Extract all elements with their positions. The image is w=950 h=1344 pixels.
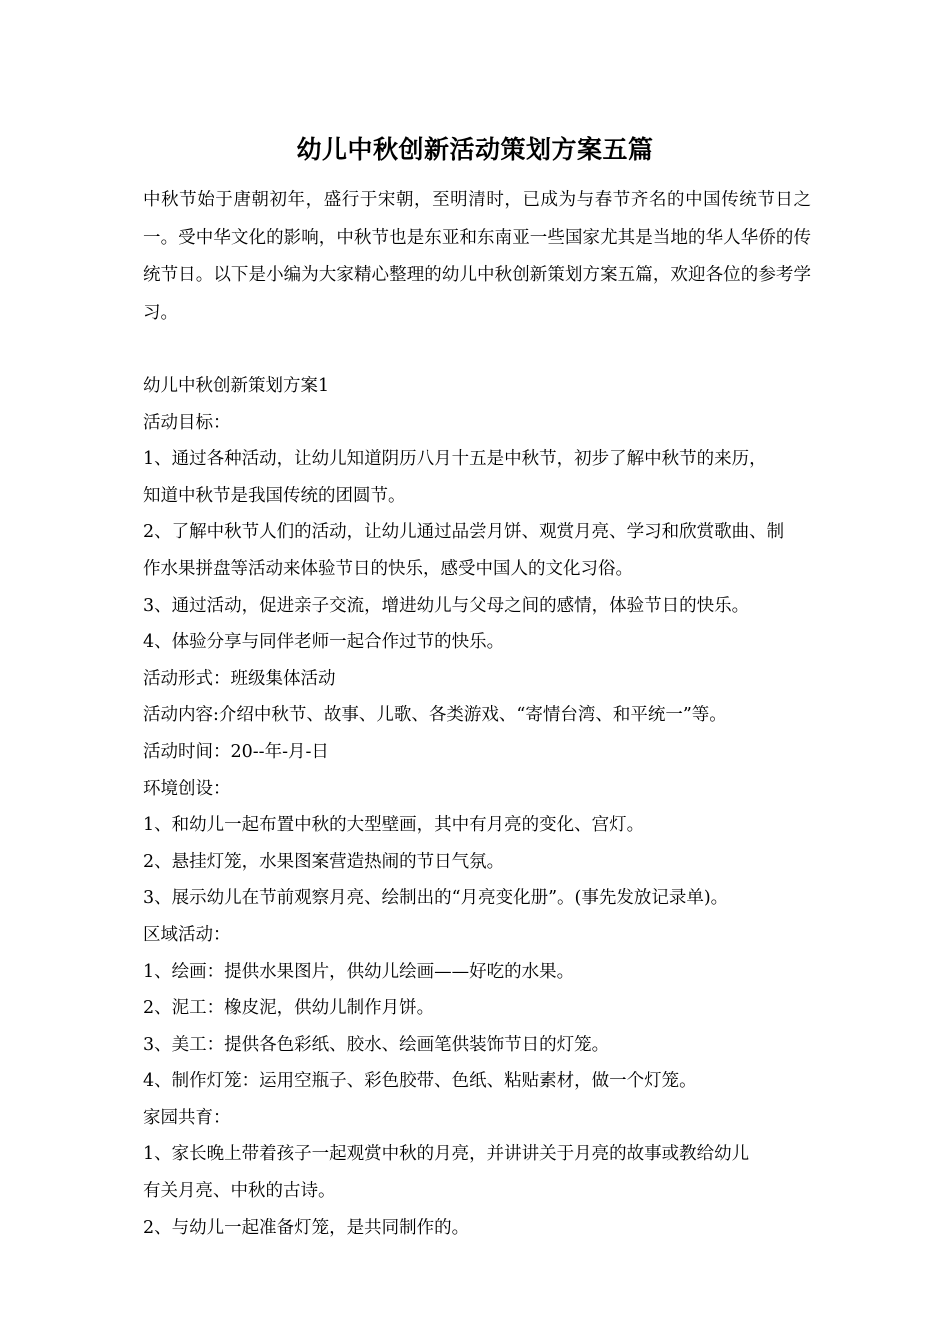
subheading-goals: 活动目标： (143, 412, 231, 433)
text-line: 3、美工：提供各色彩纸、胶水、绘画笔供装饰节日的灯笼。 (143, 1034, 610, 1055)
text-line: 2、泥工：橡皮泥，供幼儿制作月饼。 (143, 998, 435, 1019)
intro-paragraph: 中秋节始于唐朝初年，盛行于宋朝，至明清时，已成为与春节齐名的中国传统节日之一。受中华文化的影响，中秋节也是东亚和东南亚一些国家尤其是当地的华人华侨的传统节日。以下是小编为大家精心整理的幼儿中秋创新策划方案五篇，欢迎各位的参考学习。 (143, 190, 811, 323)
text-line: 活动内容:介绍中秋节、故事、儿歌、各类游戏、“寄情台湾、和平统一”等。 (143, 705, 727, 726)
text-line: 知道中秋节是我国传统的团圆节。 (143, 485, 406, 506)
document-body (143, 368, 811, 1246)
text-line: 作水果拼盘等活动来体验节日的快乐，感受中国人的文化习俗。 (143, 558, 633, 579)
text-line: 4、制作灯笼：运用空瓶子、彩色胶带、色纸、粘贴素材，做一个灯笼。 (143, 1071, 697, 1092)
subheading-environment: 环境创设： (143, 778, 231, 799)
text-line: 2、悬挂灯笼，水果图案营造热闹的节日气氛。 (143, 851, 505, 872)
text-line: 有关月亮、中秋的古诗。 (143, 1181, 336, 1202)
text-line: 活动形式：班级集体活动 (143, 668, 336, 689)
text-line: 2、与幼儿一起准备灯笼，是共同制作的。 (143, 1217, 470, 1238)
text-line: 1、绘画：提供水果图片，供幼儿绘画——好吃的水果。 (143, 961, 575, 982)
text-line: 1、家长晚上带着孩子一起观赏中秋的月亮，并讲讲关于月亮的故事或教给幼儿 (143, 1144, 750, 1165)
text-line: 1、和幼儿一起布置中秋的大型壁画，其中有月亮的变化、宫灯。 (143, 815, 645, 836)
text-line: 活动时间：20--年-月-日 (143, 741, 329, 762)
section-heading: 幼儿中秋创新策划方案1 (143, 376, 330, 396)
subheading-home-school: 家园共育： (143, 1107, 231, 1128)
text-line: 4、体验分享与同伴老师一起合作过节的快乐。 (143, 632, 505, 653)
document-title: 幼儿中秋创新活动策划方案五篇 (296, 135, 654, 164)
text-line: 2、了解中秋节人们的活动，让幼儿通过品尝月饼、观赏月亮、学习和欣赏歌曲、制 (143, 522, 785, 543)
subheading-area-activities: 区域活动： (143, 924, 231, 945)
text-line: 3、通过活动，促进亲子交流，增进幼儿与父母之间的感情，体验节日的快乐。 (143, 595, 750, 616)
text-line: 1、通过各种活动，让幼儿知道阴历八月十五是中秋节，初步了解中秋节的来历， (143, 449, 767, 470)
text-line: 3、展示幼儿在节前观察月亮、绘制出的“月亮变化册”。(事先发放记录单)。 (143, 888, 729, 909)
